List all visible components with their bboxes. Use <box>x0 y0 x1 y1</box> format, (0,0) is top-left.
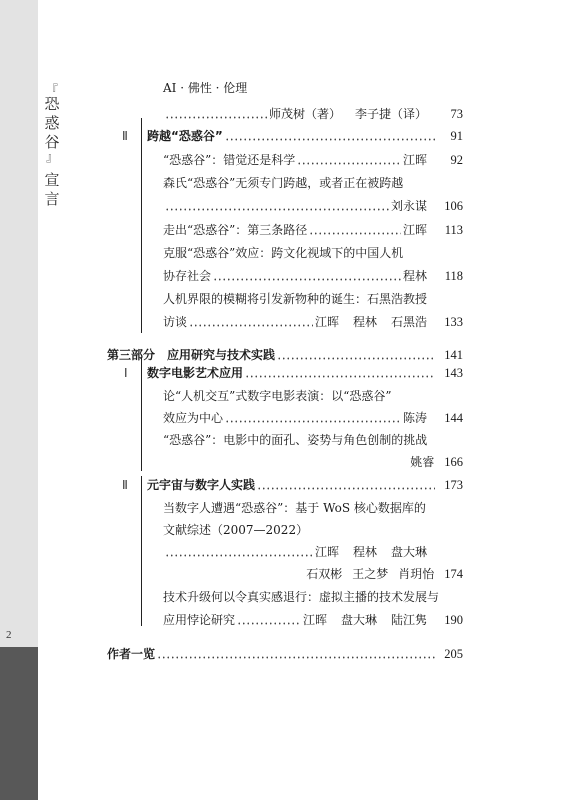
entry-title: 当数字人遭遇“恐惑谷”：基于 WoS 核心数据库的 <box>163 501 426 515</box>
folio-page-number: 2 <box>6 629 12 641</box>
entry-page: 133 <box>444 315 463 329</box>
dot-leader <box>245 371 435 381</box>
entry-page: 174 <box>444 567 463 581</box>
entry-authors: 石双彬 王之梦 肖玥怡 <box>306 567 435 581</box>
entry-title: 访谈 <box>163 315 188 329</box>
page-number-band <box>0 647 38 800</box>
entry-title: 技术升级何以令真实感退行：虚拟主播的技术发展与 <box>163 590 440 604</box>
section-page: 205 <box>444 647 463 661</box>
toc-entry[interactable] <box>410 454 463 470</box>
entry-title: 协存社会 <box>163 269 212 283</box>
entry-authors: 师茂树（著） 李子捷（译） <box>268 107 427 121</box>
chapter-title: 数字电影艺术应用 <box>147 366 244 380</box>
entry-page: 166 <box>444 455 463 469</box>
dot-leader <box>157 652 435 662</box>
chapter-page: 91 <box>450 129 463 143</box>
toc-chapter[interactable] <box>147 365 463 381</box>
title-char: 谷 <box>44 133 60 151</box>
toc-entry-title[interactable] <box>163 432 427 448</box>
dot-leader <box>165 204 389 214</box>
entry-authors: 刘永谋 <box>390 199 427 213</box>
dot-leader <box>309 228 401 238</box>
toc-entry-title[interactable] <box>163 500 426 516</box>
toc-entry-title <box>163 80 247 96</box>
toc-section[interactable] <box>107 646 463 662</box>
chapter-numeral: Ⅰ <box>124 366 128 380</box>
entry-title: 克服“恐惑谷”效应：跨文化视域下的中国人机 <box>163 246 404 260</box>
title-bracket-open: 『 <box>45 83 58 97</box>
toc-entry[interactable] <box>163 106 463 122</box>
section-title: 作者一览 <box>107 647 156 661</box>
entry-title: 人机界限的模糊将引发新物种的诞生：石黑浩教授 <box>163 292 428 306</box>
chapter-title: 元宇宙与数字人实践 <box>147 478 256 492</box>
toc-entry[interactable] <box>163 222 463 238</box>
toc-entry[interactable] <box>163 314 463 330</box>
toc-entry-title[interactable] <box>163 245 403 261</box>
entry-page: 73 <box>450 107 463 121</box>
chapter-rule <box>141 118 142 333</box>
toc-entry-title[interactable] <box>163 291 427 307</box>
part-title: 第三部分 应用研究与技术实践 <box>107 348 276 362</box>
entry-title: 论“人机交互”式数字电影表演：以“恐惑谷” <box>163 389 392 403</box>
running-book-title <box>41 85 63 209</box>
entry-title: 应用悖论研究 <box>163 613 236 627</box>
entry-authors: 江晖 程林 盘大琳 <box>314 545 427 559</box>
toc-entry[interactable] <box>163 410 463 426</box>
toc-chapter[interactable] <box>147 128 463 144</box>
entry-authors: 陈涛 <box>402 411 427 425</box>
entry-authors: 江晖 盘大琳 陆江隽 <box>302 613 427 627</box>
chapter-numeral: Ⅱ <box>122 478 128 492</box>
chapter-rule <box>141 358 142 471</box>
title-char: 恐 <box>44 95 60 113</box>
toc-entry-title[interactable] <box>163 175 403 191</box>
toc-entry[interactable] <box>163 198 463 214</box>
chapter-rule <box>141 476 142 626</box>
chapter-numeral: Ⅱ <box>122 129 128 143</box>
part-page: 141 <box>444 348 463 362</box>
dot-leader <box>165 550 313 560</box>
title-char: 言 <box>44 190 60 208</box>
entry-title: 走出“恐惑谷”：第三条路径 <box>163 223 308 237</box>
dot-leader <box>237 618 301 628</box>
entry-page: 190 <box>444 613 463 627</box>
entry-authors: 江晖 <box>402 223 427 237</box>
title-char: 宣 <box>44 171 60 189</box>
dot-leader <box>213 274 401 284</box>
toc-entry[interactable] <box>163 268 463 284</box>
entry-title: 森氏“恐惑谷”无须专门跨越，或者正在被跨越 <box>163 176 404 190</box>
dot-leader <box>225 134 435 144</box>
dot-leader <box>165 112 267 122</box>
chapter-page: 173 <box>444 478 463 492</box>
entry-page: 113 <box>444 223 463 237</box>
toc-entry[interactable] <box>163 152 463 168</box>
entry-page: 106 <box>444 199 463 213</box>
entry-authors: 江晖 程林 石黑浩 <box>314 315 427 329</box>
toc-entry[interactable] <box>163 612 463 628</box>
entry-authors: 江晖 <box>402 153 427 167</box>
toc-entry-title[interactable] <box>163 388 392 404</box>
toc-entry-title[interactable] <box>163 522 308 538</box>
dot-leader <box>297 158 401 168</box>
dot-leader <box>257 483 435 493</box>
chapter-title: 跨越“恐惑谷” <box>147 129 223 143</box>
entry-page: 144 <box>444 411 463 425</box>
dot-leader <box>277 353 435 363</box>
entry-title: “恐惑谷”：错觉还是科学 <box>163 153 296 167</box>
title-bracket-close: 』 <box>45 150 58 164</box>
dot-leader <box>225 416 401 426</box>
entry-page: 92 <box>450 153 463 167</box>
toc-chapter[interactable] <box>147 477 463 493</box>
entry-title: 文献综述（2007—2022） <box>163 523 309 537</box>
toc-part[interactable] <box>107 347 463 363</box>
dot-leader <box>189 320 313 330</box>
toc-entry-title[interactable] <box>163 589 439 605</box>
entry-title: 效应为中心 <box>163 411 224 425</box>
entry-title: “恐惑谷”：电影中的面孔、姿势与角色创制的挑战 <box>163 433 428 447</box>
toc-entry-authors-cont[interactable] <box>306 566 463 582</box>
title-char: 惑 <box>44 114 60 132</box>
entry-authors: 姚睿 <box>410 455 435 469</box>
entry-title: AI · 佛性 · 伦理 <box>163 81 248 95</box>
chapter-page: 143 <box>444 366 463 380</box>
entry-authors: 程林 <box>402 269 427 283</box>
entry-page: 118 <box>444 269 463 283</box>
toc-entry[interactable] <box>163 544 463 560</box>
